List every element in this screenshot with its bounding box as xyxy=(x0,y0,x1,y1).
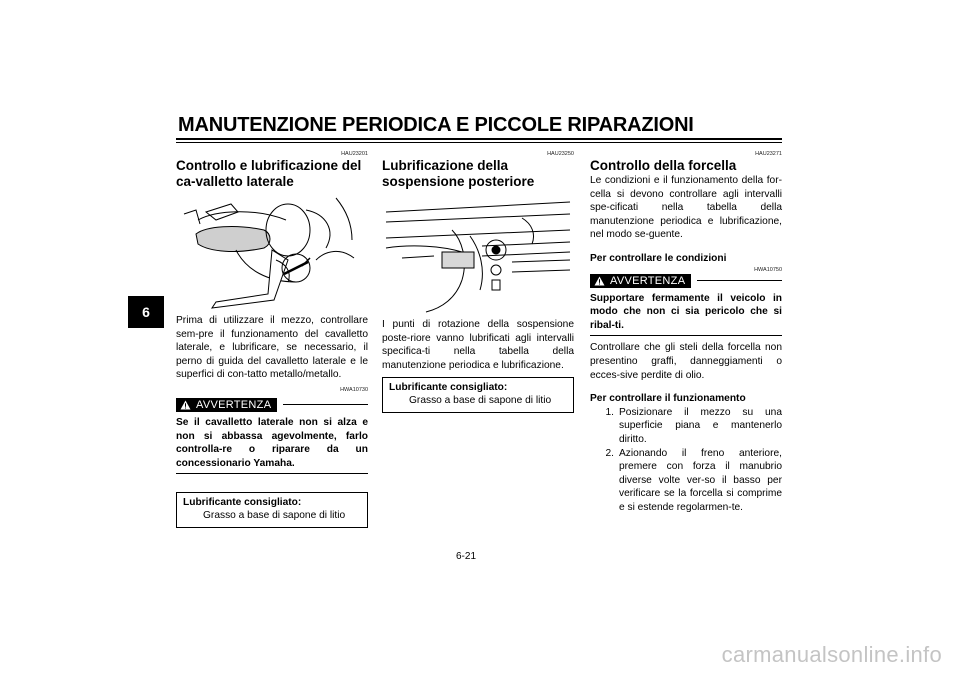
warning-label: AVVERTENZA xyxy=(196,398,272,411)
page-title: MANUTENZIONE PERIODICA E PICCOLE RIPARAZIONI xyxy=(178,114,694,136)
steps-list xyxy=(590,406,782,515)
warning-label: AVVERTENZA xyxy=(610,274,686,287)
section-code: HAU23201 xyxy=(341,151,368,157)
section-intro: Le condizioni e il funzionamento della for-cella si devono controllare agli intervalli spe-cificati nella tabella della manutenzione periodica e lubrificazione, nel modo se-guente. xyxy=(590,175,782,241)
warning-text: Supportare fermamente il veicolo in modo che non ci sia pericolo che si ribal-ti. xyxy=(590,292,782,337)
warning-triangle-icon xyxy=(594,276,605,286)
list-item xyxy=(590,406,782,447)
sidestand-illustration xyxy=(176,190,368,314)
warning-rule xyxy=(697,280,782,281)
warning-badge xyxy=(176,398,277,412)
subheading-operation: Per controllare il funzionamento xyxy=(590,393,746,405)
lubricant-box xyxy=(382,377,574,413)
chapter-tab: 6 xyxy=(128,296,164,328)
warning-text: Se il cavalletto laterale non si alza e non si abbassa agevolmente, farlo controlla-re o riparare da un concessionario Yamaha. xyxy=(176,416,368,474)
warning-header xyxy=(176,398,368,412)
section-heading: Controllo e lubrificazione del ca-valletto laterale xyxy=(176,158,362,189)
section-body: I punti di rotazione della sospensione poste-riore vanno lubrificati agli intervalli specifica-ti nella tabella della manutenzione periodica e lubrificazione. xyxy=(382,319,574,371)
step-text: Azionando il freno anteriore, premere con forza il manubrio diverse volte ver-so il basso per verificare se la forcella si comprime e si estende regolarmen-te. xyxy=(619,447,782,513)
section-code: HAU23250 xyxy=(547,151,574,157)
subheading-conditions: Per controllare le condizioni xyxy=(590,252,727,264)
step-number: 2. xyxy=(605,447,614,459)
lubricant-value: Grasso a base di sapone di litio xyxy=(409,395,552,407)
column-front-fork xyxy=(590,150,782,514)
section-body: Prima di utilizzare il mezzo, controllare sem-pre il funzionamento del cavalletto laterale, e lubrificare, se necessario, il perno di guida del cavalletto laterale e le superfici di con-tatto metallo/metallo. xyxy=(176,315,368,381)
warning-rule xyxy=(283,404,368,405)
lubricant-value: Grasso a base di sapone di litio xyxy=(203,510,346,522)
section-body: Controllare che gli steli della forcella non presentino graffi, danneggiamenti o ecces-sive perdite di olio. xyxy=(590,342,782,381)
column-rear-suspension xyxy=(382,150,574,413)
warning-triangle-icon xyxy=(180,400,191,410)
list-item xyxy=(590,447,782,515)
warning-badge xyxy=(590,274,691,288)
section-heading: Lubrificazione della sospensione posteriore xyxy=(382,158,535,189)
page-number: 6-21 xyxy=(456,551,477,562)
title-rule xyxy=(176,138,782,140)
rear-suspension-illustration xyxy=(382,190,574,318)
section-code: HAU23271 xyxy=(755,151,782,157)
step-text: Posizionare il mezzo su una superficie piana e mantenerlo diritto. xyxy=(619,406,782,445)
warning-header xyxy=(590,274,782,288)
step-number: 1. xyxy=(605,406,614,418)
lubricant-title: Lubrificante consigliato: xyxy=(389,382,508,394)
warning-code: HWA10730 xyxy=(340,386,368,393)
lubricant-box xyxy=(176,492,368,528)
warning-code: HWA10750 xyxy=(754,266,782,273)
lubricant-title: Lubrificante consigliato: xyxy=(183,497,302,509)
column-sidestand xyxy=(176,150,368,528)
title-rule-thin xyxy=(176,142,782,143)
section-heading: Controllo della forcella xyxy=(590,158,737,173)
watermark: carmanualsonline.info xyxy=(721,642,942,667)
